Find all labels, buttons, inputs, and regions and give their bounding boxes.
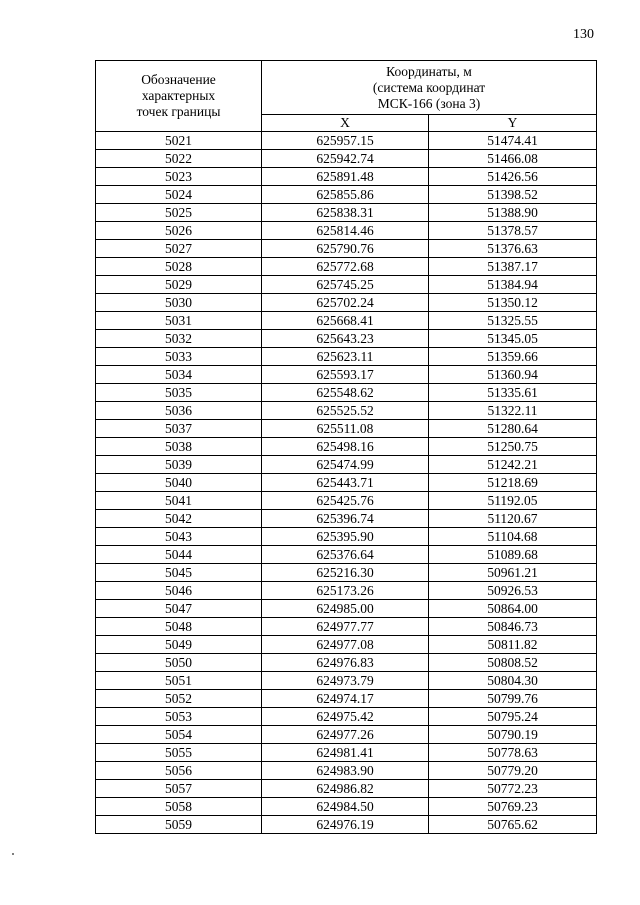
cell-x: 625891.48 [262,168,429,186]
table-row [96,150,597,168]
cell-point: 5055 [96,744,262,762]
cell-y: 50790.19 [429,726,597,744]
table-row [96,348,597,366]
cell-x: 625474.99 [262,456,429,474]
cell-y: 51280.64 [429,420,597,438]
cell-x: 625376.64 [262,546,429,564]
table-row [96,690,597,708]
cell-point: 5044 [96,546,262,564]
table-row [96,366,597,384]
cell-y: 51474.41 [429,132,597,150]
cell-y: 51388.90 [429,204,597,222]
cell-x: 624973.79 [262,672,429,690]
cell-x: 624977.08 [262,636,429,654]
table-row [96,294,597,312]
cell-y: 50864.00 [429,600,597,618]
table-row [96,402,597,420]
cell-y: 51242.21 [429,456,597,474]
table-row [96,222,597,240]
table-row [96,276,597,294]
cell-point: 5029 [96,276,262,294]
cell-point: 5023 [96,168,262,186]
cell-x: 625593.17 [262,366,429,384]
table-row [96,564,597,582]
cell-point: 5024 [96,186,262,204]
cell-x: 624974.17 [262,690,429,708]
cell-point: 5041 [96,492,262,510]
cell-x: 624976.19 [262,816,429,834]
cell-point: 5022 [96,150,262,168]
table-row [96,420,597,438]
scan-dot [12,853,14,855]
cell-point: 5034 [96,366,262,384]
header-x: X [262,115,429,132]
cell-x: 625745.25 [262,276,429,294]
cell-x: 625668.41 [262,312,429,330]
cell-point: 5028 [96,258,262,276]
cell-x: 625957.15 [262,132,429,150]
header-point-line-1: Обозначение [141,72,216,87]
cell-x: 625643.23 [262,330,429,348]
cell-y: 50799.76 [429,690,597,708]
header-point-line-3: точек границы [136,104,221,119]
cell-y: 51192.05 [429,492,597,510]
cell-y: 50811.82 [429,636,597,654]
table-row [96,780,597,798]
table-row [96,636,597,654]
cell-y: 51376.63 [429,240,597,258]
header-point-line-2: характерных [141,88,216,103]
cell-x: 625525.52 [262,402,429,420]
cell-x: 624981.41 [262,744,429,762]
table-row [96,492,597,510]
cell-x: 625173.26 [262,582,429,600]
cell-x: 624977.26 [262,726,429,744]
cell-x: 625772.68 [262,258,429,276]
cell-y: 51350.12 [429,294,597,312]
cell-point: 5032 [96,330,262,348]
cell-y: 51250.75 [429,438,597,456]
table-row [96,330,597,348]
cell-x: 625511.08 [262,420,429,438]
cell-point: 5047 [96,600,262,618]
table-row [96,204,597,222]
cell-x: 625216.30 [262,564,429,582]
cell-x: 625396.74 [262,510,429,528]
cell-x: 624983.90 [262,762,429,780]
cell-point: 5030 [96,294,262,312]
cell-point: 5037 [96,420,262,438]
cell-y: 51466.08 [429,150,597,168]
cell-point: 5053 [96,708,262,726]
cell-x: 625623.11 [262,348,429,366]
table-row [96,168,597,186]
cell-y: 50795.24 [429,708,597,726]
cell-y: 50772.23 [429,780,597,798]
cell-point: 5058 [96,798,262,816]
cell-y: 50804.30 [429,672,597,690]
cell-y: 51398.52 [429,186,597,204]
cell-point: 5054 [96,726,262,744]
coordinates-table [95,60,597,834]
cell-x: 625942.74 [262,150,429,168]
cell-y: 51325.55 [429,312,597,330]
table-row [96,258,597,276]
cell-y: 51359.66 [429,348,597,366]
cell-y: 51120.67 [429,510,597,528]
table-row [96,654,597,672]
cell-point: 5036 [96,402,262,420]
cell-point: 5038 [96,438,262,456]
cell-y: 50846.73 [429,618,597,636]
cell-y: 51218.69 [429,474,597,492]
cell-x: 624985.00 [262,600,429,618]
table-row [96,546,597,564]
table-row [96,672,597,690]
table-row [96,726,597,744]
cell-y: 50778.63 [429,744,597,762]
cell-y: 50808.52 [429,654,597,672]
table-row [96,528,597,546]
cell-y: 51104.68 [429,528,597,546]
cell-x: 625838.31 [262,204,429,222]
cell-y: 50961.21 [429,564,597,582]
header-coords-line-3: МСК-166 (зона 3) [377,95,481,111]
cell-x: 624986.82 [262,780,429,798]
table-row [96,456,597,474]
cell-point: 5040 [96,474,262,492]
table-row [96,132,597,150]
cell-y: 51378.57 [429,222,597,240]
cell-y: 51335.61 [429,384,597,402]
cell-point: 5043 [96,528,262,546]
cell-point: 5052 [96,690,262,708]
cell-y: 51426.56 [429,168,597,186]
cell-point: 5045 [96,564,262,582]
table-row [96,600,597,618]
cell-x: 624984.50 [262,798,429,816]
cell-point: 5039 [96,456,262,474]
table-row [96,744,597,762]
cell-x: 624975.42 [262,708,429,726]
cell-x: 625548.62 [262,384,429,402]
header-coords-line-2: (система координат [372,79,486,95]
cell-point: 5048 [96,618,262,636]
page-number: 130 [573,27,594,42]
cell-y: 50765.62 [429,816,597,834]
cell-point: 5050 [96,654,262,672]
cell-x: 625702.24 [262,294,429,312]
table-row [96,438,597,456]
cell-point: 5057 [96,780,262,798]
table-row [96,798,597,816]
cell-x: 625425.76 [262,492,429,510]
table-row [96,312,597,330]
table-row [96,708,597,726]
cell-y: 50926.53 [429,582,597,600]
header-coords-line-1: Координаты, м [386,63,472,79]
cell-point: 5026 [96,222,262,240]
cell-point: 5027 [96,240,262,258]
cell-point: 5021 [96,132,262,150]
cell-y: 51345.05 [429,330,597,348]
table-row [96,618,597,636]
table-row [96,510,597,528]
cell-x: 625855.86 [262,186,429,204]
cell-y: 50769.23 [429,798,597,816]
cell-x: 625498.16 [262,438,429,456]
cell-point: 5035 [96,384,262,402]
table-header-row [96,61,597,115]
cell-point: 5025 [96,204,262,222]
table-row [96,186,597,204]
header-y: Y [429,115,597,132]
table-row [96,762,597,780]
cell-point: 5051 [96,672,262,690]
table-row [96,240,597,258]
cell-x: 624976.83 [262,654,429,672]
cell-x: 624977.77 [262,618,429,636]
cell-point: 5046 [96,582,262,600]
cell-y: 51360.94 [429,366,597,384]
cell-x: 625814.46 [262,222,429,240]
header-coordinates [262,61,597,115]
cell-point: 5042 [96,510,262,528]
cell-y: 51384.94 [429,276,597,294]
cell-point: 5059 [96,816,262,834]
cell-x: 625443.71 [262,474,429,492]
cell-x: 625790.76 [262,240,429,258]
cell-point: 5031 [96,312,262,330]
table-row [96,582,597,600]
header-point-designation [96,61,262,132]
table-row [96,816,597,834]
cell-point: 5049 [96,636,262,654]
cell-x: 625395.90 [262,528,429,546]
cell-point: 5056 [96,762,262,780]
cell-y: 51387.17 [429,258,597,276]
cell-y: 50779.20 [429,762,597,780]
table-body [96,132,597,834]
table-row [96,474,597,492]
table-row [96,384,597,402]
cell-y: 51322.11 [429,402,597,420]
cell-point: 5033 [96,348,262,366]
cell-y: 51089.68 [429,546,597,564]
